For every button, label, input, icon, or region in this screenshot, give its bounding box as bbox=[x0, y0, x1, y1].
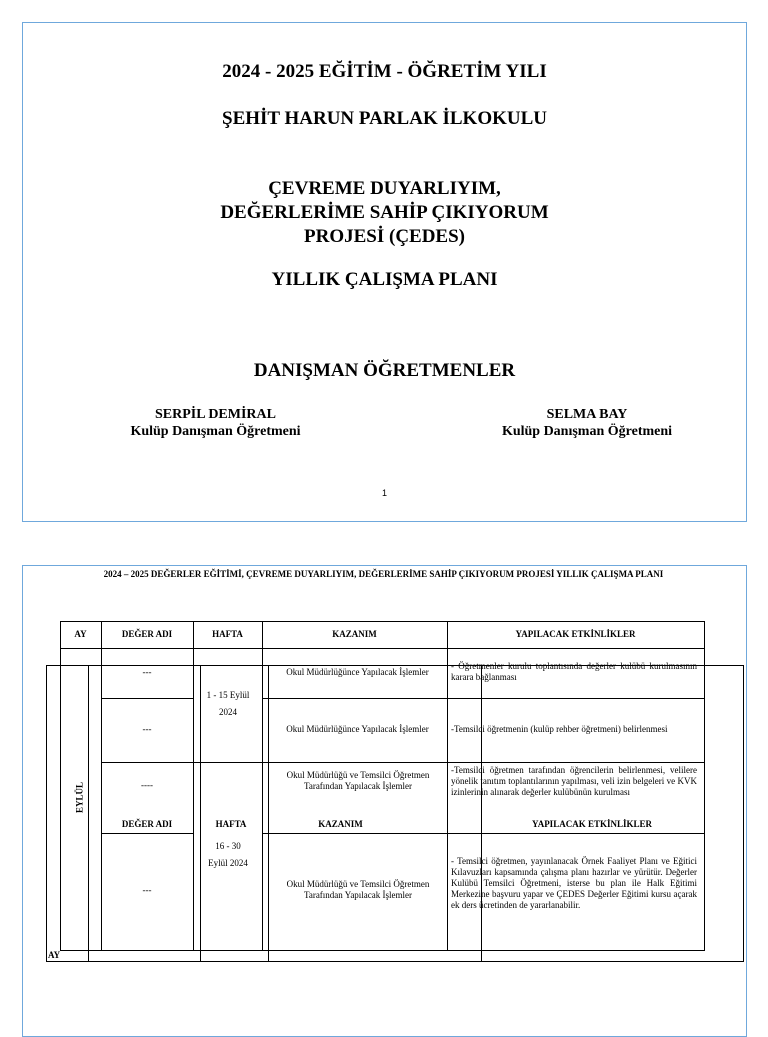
project-line: PROJESİ (ÇEDES) bbox=[304, 226, 465, 247]
value-cell: --- bbox=[142, 724, 152, 734]
kazanim-cell: Okul Müdürlüğünce Yapılacak İşlemler bbox=[286, 724, 429, 734]
kazanim-cell: Okul Müdürlüğü ve Temsilci Öğretmen Tarafından Yapılacak İşlemler bbox=[286, 879, 430, 900]
plan-title: 2024 – 2025 DEĞERLER EĞİTİMİ, ÇEVREME DUYARLIYIM, DEĞERLERİME SAHİP ÇIKIYORUM PROJESİ YILLIK ÇALIŞMA PLANI bbox=[103, 569, 664, 579]
project-line: DEĞERLERİME SAHİP ÇIKIYORUM bbox=[220, 202, 549, 223]
value-cell: ---- bbox=[141, 780, 153, 790]
value-cell: --- bbox=[142, 885, 152, 895]
year-title: 2024 - 2025 EĞİTİM - ÖĞRETİM YILI bbox=[222, 61, 547, 82]
advisor-role: Kulüp Danışman Öğretmeni bbox=[501, 424, 673, 439]
page-number: 1 bbox=[381, 488, 387, 498]
project-title bbox=[23, 177, 746, 249]
advisor-role: Kulüp Danışman Öğretmeni bbox=[130, 424, 301, 439]
header-kazanim: KAZANIM bbox=[332, 629, 377, 639]
cover-page bbox=[22, 22, 747, 522]
header-deger-adi: DEĞER ADI bbox=[121, 629, 173, 639]
header-hafta: HAFTA bbox=[212, 629, 243, 639]
kazanim-cell: Okul Müdürlüğü ve Temsilci Öğretmen Tarafından Yapılacak İşlemler bbox=[286, 770, 430, 791]
etkinlik-cell: -Temsilci öğretmen tarafından öğrencilerin belirlenmesi, velilere yönelik tanıtım toplantılarının yapılması, veli izin belgeleri ve KVK izinlerinin alınarak değerler kulübünün kurulması bbox=[451, 765, 697, 797]
kazanim-cell: Okul Müdürlüğünce Yapılacak İşlemler bbox=[286, 667, 429, 677]
header-etkinlikler: YAPILACAK ETKİNLİKLER bbox=[515, 629, 636, 639]
ghost-header-hafta: HAFTA bbox=[215, 819, 247, 829]
plan-title: YILLIK ÇALIŞMA PLANI bbox=[271, 269, 498, 290]
advisor bbox=[483, 406, 691, 440]
advisor-name: SERPİL DEMİRAL bbox=[155, 407, 276, 422]
etkinlik-cell: - Temsilci öğretmen, yayınlanacak Örnek Faaliyet Planı ve Eğitici Kılavuzları kapsamında çalışma planı hazırlar ve yürütür. Değerler Kulübü Temsilci Öğretmeni, isterse bu plan ile Halk Eğitimi Merkezine başvuru yapar ve ÇEDES Değerler Eğitimi kursu açarak ek ders ücretinden de yararlanabilir. bbox=[451, 856, 697, 910]
advisors-title: DANIŞMAN ÖĞRETMENLER bbox=[253, 360, 516, 381]
school-name: ŞEHİT HARUN PARLAK İLKOKULU bbox=[222, 108, 547, 129]
ghost-header-ay: AY bbox=[48, 950, 61, 960]
advisor-name: SELMA BAY bbox=[546, 407, 628, 422]
etkinlik-cell: -Temsilci öğretmenin (kulüp rehber öğretmeni) belirlenmesi bbox=[451, 724, 668, 734]
advisor bbox=[113, 406, 318, 440]
project-line: ÇEVREME DUYARLIYIM, bbox=[268, 178, 501, 199]
ghost-header-kazanim: KAZANIM bbox=[318, 819, 363, 829]
week-cell: 1 - 15 Eylül 2024 bbox=[206, 690, 250, 717]
week-cell: 16 - 30 Eylül 2024 bbox=[208, 841, 248, 868]
month-cell: EYLÜL bbox=[74, 782, 85, 814]
etkinlik-cell: - Öğretmenler kurulu toplantısında değerler kulübü kurulmasının karara bağlanması bbox=[451, 661, 697, 682]
ghost-header-deger-adi: DEĞER ADI bbox=[121, 819, 173, 829]
header-ay: AY bbox=[74, 629, 87, 639]
value-cell: --- bbox=[142, 667, 152, 677]
ghost-header-etkinlikler: YAPILACAK ETKİNLİKLER bbox=[532, 819, 652, 829]
